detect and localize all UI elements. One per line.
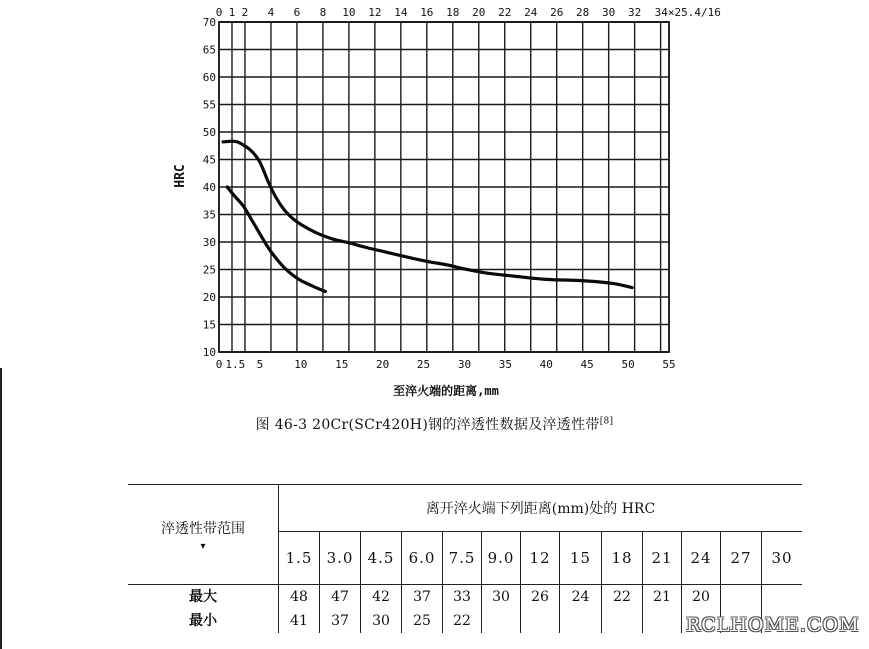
- figure-caption-ref: [8]: [599, 416, 614, 427]
- value-text: 41: [290, 613, 308, 629]
- value-text: 26: [531, 589, 549, 605]
- value-cell: [402, 585, 443, 634]
- left-axis-ticks: [203, 16, 216, 359]
- value-text: 24: [571, 589, 590, 605]
- y-tick-label: 60: [202, 71, 216, 84]
- x-tick-label: 5: [256, 358, 264, 371]
- top-tick-label: 18: [446, 6, 460, 19]
- y-tick-label: 70: [202, 16, 216, 29]
- top-tick-label: 6: [293, 6, 301, 19]
- distance-cell: 27: [721, 532, 762, 585]
- top-tick-label: 30: [602, 6, 616, 19]
- page-edge-bar: [0, 368, 2, 649]
- x-tick-label: 50: [621, 358, 635, 371]
- value-text: 22: [453, 613, 471, 629]
- value-cell: [361, 585, 402, 634]
- y-tick-label: 20: [202, 291, 216, 304]
- y-tick-label: 25: [202, 263, 216, 277]
- range-label-cell: [128, 485, 279, 585]
- table-header-row: [128, 485, 802, 532]
- top-tick-label: 12: [368, 6, 382, 19]
- row-name: 最大: [189, 589, 217, 605]
- distance-cell: 4.5: [361, 532, 402, 585]
- figure-caption-text: 图 46-3 20Cr(SCr420H)钢的淬透性数据及淬透性带: [255, 417, 600, 433]
- value-text: 37: [331, 613, 349, 629]
- value-text: 48: [290, 589, 308, 605]
- value-cell: [320, 585, 361, 634]
- x-tick-label: 55: [662, 358, 676, 371]
- top-tick-label: 4: [267, 6, 275, 19]
- top-axis-ticks: [216, 6, 721, 19]
- value-cell: [279, 585, 320, 634]
- top-tick-label: 22: [498, 6, 512, 19]
- value-text: 21: [653, 589, 671, 605]
- distance-cell: 7.5: [443, 532, 482, 585]
- range-label: 淬透性带范围: [161, 520, 245, 537]
- value-cell: [560, 585, 602, 634]
- table-header-title: 离开淬火端下列距离(mm)处的 HRC: [279, 485, 803, 532]
- top-tick-label: 1: [228, 6, 236, 19]
- y-tick-label: 50: [202, 126, 216, 139]
- top-tick-label: 20: [472, 6, 486, 19]
- distance-cell: 3.0: [320, 532, 361, 585]
- value-text: 25: [413, 613, 431, 629]
- x-tick-label: 45: [580, 358, 594, 371]
- value-text: 47: [331, 589, 349, 605]
- x-tick-label: 35: [498, 358, 512, 371]
- value-text: 30: [492, 589, 510, 605]
- x-tick-label: 15: [335, 358, 349, 371]
- x-tick-label: 30: [457, 358, 472, 371]
- value-text: [721, 585, 761, 609]
- value-text: [602, 609, 642, 633]
- y-tick-label: 40: [202, 181, 216, 194]
- x-tick-label: 40: [539, 358, 553, 371]
- hardenability-table: [128, 484, 802, 633]
- top-tick-label: 2: [241, 6, 249, 19]
- series-min-curve: [227, 187, 325, 292]
- distance-cell: 21: [643, 532, 682, 585]
- distance-cell: 24: [682, 532, 721, 585]
- distance-cell: 18: [602, 532, 643, 585]
- row-name: 最小: [189, 613, 217, 629]
- top-tick-label: 16: [420, 6, 434, 19]
- distance-cell: 1.5: [279, 532, 320, 585]
- value-text: [560, 609, 601, 633]
- value-text: 42: [372, 589, 390, 605]
- value-text: 30: [372, 613, 390, 629]
- value-text: 37: [413, 589, 431, 605]
- y-tick-label: 30: [202, 236, 216, 249]
- watermark: RCLHOME.COM: [686, 614, 860, 636]
- bottom-axis-ticks: [216, 358, 676, 371]
- y-tick-label: 10: [202, 346, 216, 359]
- value-text: [643, 609, 681, 633]
- top-tick-label: 0: [215, 6, 223, 19]
- top-tick-label: 14: [394, 6, 408, 19]
- value-text: [521, 609, 559, 633]
- y-tick-label: 55: [202, 98, 216, 112]
- value-text: [482, 609, 520, 633]
- value-cell: [521, 585, 560, 634]
- distance-cell: 15: [560, 532, 602, 585]
- y-tick-label: 15: [202, 318, 216, 332]
- x-tick-label: 10: [294, 358, 308, 371]
- value-text: 33: [453, 589, 471, 605]
- value-text: 20: [692, 589, 710, 605]
- value-cell: [443, 585, 482, 634]
- top-tick-label: 32: [628, 6, 642, 19]
- chart-grid: [219, 22, 669, 352]
- y-tick-label: 45: [202, 153, 216, 167]
- x-tick-label: 25: [416, 358, 431, 371]
- y-axis-label: HRC: [173, 164, 188, 188]
- top-tick-label: 8: [319, 6, 327, 19]
- x-axis-label: 至淬火端的距离,mm: [393, 384, 499, 398]
- value-cell: [602, 585, 643, 634]
- row-names-cell: [128, 585, 279, 634]
- distance-cell: 6.0: [402, 532, 443, 585]
- y-tick-label: 35: [202, 208, 216, 222]
- value-cell: [643, 585, 682, 634]
- distance-cell: 30: [762, 532, 803, 585]
- figure-caption: [0, 414, 869, 434]
- x-tick-label: 1.5: [225, 358, 246, 371]
- range-mark: ▾: [200, 540, 206, 552]
- distance-cell: 12: [521, 532, 560, 585]
- value-text: 22: [613, 589, 631, 605]
- top-tick-label: 26: [550, 6, 564, 19]
- top-tick-label: 28: [576, 6, 590, 19]
- top-tick-label: 24: [524, 6, 538, 19]
- y-tick-label: 65: [202, 43, 216, 57]
- top-tick-label: 34×25.4/16: [654, 6, 721, 19]
- value-text: [762, 585, 802, 609]
- value-cell: [482, 585, 521, 634]
- x-tick-label: 20: [376, 358, 390, 371]
- x-tick-label: 0: [215, 358, 223, 371]
- distance-cell: 9.0: [482, 532, 521, 585]
- top-tick-label: 10: [342, 6, 356, 19]
